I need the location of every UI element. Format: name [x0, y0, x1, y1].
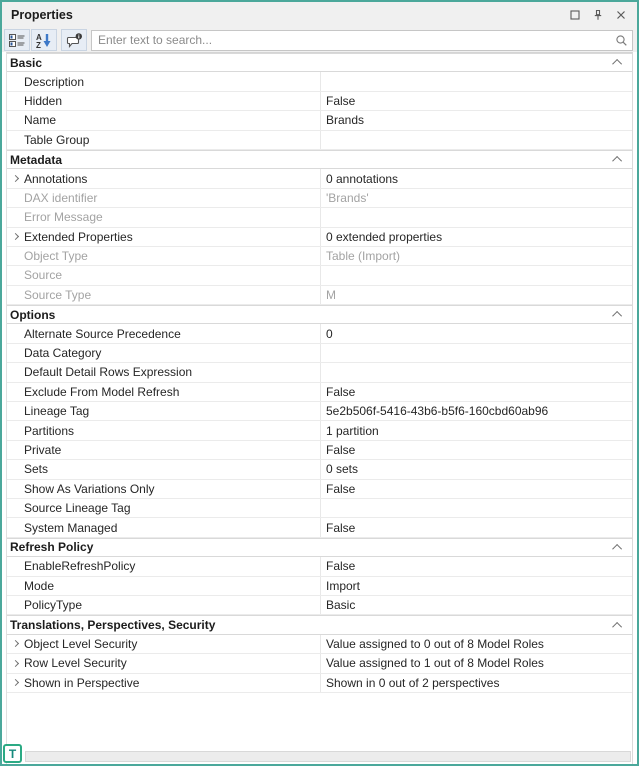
property-value[interactable]: Table (Import) — [326, 249, 401, 264]
expand-chevron-icon[interactable] — [12, 679, 19, 686]
property-label-cell — [7, 363, 321, 381]
property-row[interactable] — [7, 228, 632, 247]
property-value[interactable]: M — [326, 287, 336, 302]
section-header-row[interactable] — [7, 615, 632, 634]
property-label-cell — [7, 324, 321, 342]
property-label: Object Type — [24, 249, 88, 264]
property-label-cell — [7, 92, 321, 110]
property-label: Alternate Source Precedence — [24, 326, 181, 341]
property-value[interactable] — [321, 363, 632, 381]
panel-titlebar — [2, 2, 637, 28]
section-header-row[interactable] — [7, 150, 632, 169]
property-value[interactable] — [321, 72, 632, 90]
property-value[interactable] — [321, 344, 632, 362]
property-value[interactable] — [321, 208, 632, 226]
property-label: Extended Properties — [24, 229, 133, 244]
property-label-cell — [7, 228, 321, 246]
search-input[interactable] — [92, 31, 632, 50]
section-label: Refresh Policy — [10, 540, 94, 555]
alphabetical-sort-button[interactable] — [31, 29, 57, 51]
property-row[interactable] — [7, 247, 632, 266]
property-label-cell — [7, 383, 321, 401]
property-label-cell — [7, 441, 321, 459]
property-row[interactable] — [7, 208, 632, 227]
property-value[interactable] — [321, 131, 632, 149]
property-row[interactable] — [7, 518, 632, 537]
property-label: Show As Variations Only — [24, 481, 155, 496]
tabular-editor-logo-icon: T — [3, 744, 22, 763]
property-value[interactable]: Value assigned to 0 out of 8 Model Roles — [326, 636, 544, 651]
property-label: Default Detail Rows Expression — [24, 365, 193, 380]
property-label: Error Message — [24, 210, 103, 225]
collapse-chevron-icon[interactable] — [612, 59, 622, 69]
section-label: Options — [10, 307, 56, 322]
property-row[interactable] — [7, 72, 632, 91]
property-value[interactable]: False — [326, 520, 356, 535]
property-label: Sets — [24, 462, 49, 477]
property-row[interactable] — [7, 557, 632, 576]
property-label-cell — [7, 654, 321, 672]
property-label: Partitions — [24, 423, 75, 438]
property-row[interactable] — [7, 480, 632, 499]
property-label: Source — [24, 268, 63, 283]
property-label-cell — [7, 189, 321, 207]
svg-text:Z: Z — [36, 40, 41, 48]
property-label-cell — [7, 286, 321, 304]
property-value[interactable] — [321, 499, 632, 517]
property-label-cell — [7, 169, 321, 187]
expand-chevron-icon[interactable] — [12, 660, 19, 667]
property-row[interactable] — [7, 344, 632, 363]
property-value[interactable]: 0 — [326, 326, 333, 341]
property-value[interactable]: 'Brands' — [326, 190, 369, 205]
property-label: Table Group — [24, 132, 90, 147]
property-row[interactable] — [7, 363, 632, 382]
window-controls — [567, 7, 637, 23]
expand-chevron-icon[interactable] — [12, 233, 19, 240]
property-row[interactable] — [7, 189, 632, 208]
categorized-icon — [9, 33, 25, 48]
property-label-cell — [7, 460, 321, 478]
property-row[interactable] — [7, 654, 632, 673]
property-label: Lineage Tag — [24, 404, 90, 419]
property-value[interactable]: 1 partition — [326, 423, 379, 438]
section-header-row[interactable] — [7, 53, 632, 72]
property-row[interactable] — [7, 131, 632, 150]
property-label: Source Lineage Tag — [24, 501, 131, 516]
property-label-cell — [7, 577, 321, 595]
property-value[interactable]: 5e2b506f-5416-43b6-b5f6-160cbd60ab96 — [326, 404, 549, 419]
property-label: Annotations — [24, 171, 88, 186]
property-value[interactable]: False — [326, 93, 356, 108]
horizontal-scrollbar[interactable] — [25, 751, 631, 762]
section-label: Translations, Perspectives, Security — [10, 618, 216, 633]
close-icon[interactable] — [613, 7, 629, 23]
property-label: System Managed — [24, 520, 118, 535]
pin-icon[interactable] — [590, 7, 606, 23]
property-label: Source Type — [24, 287, 92, 302]
property-value[interactable]: False — [326, 384, 356, 399]
property-label-cell — [7, 596, 321, 614]
property-row[interactable] — [7, 383, 632, 402]
property-row[interactable] — [7, 577, 632, 596]
property-label-cell — [7, 480, 321, 498]
search-box — [91, 30, 633, 51]
property-label-cell — [7, 674, 321, 692]
panel-title: Properties — [11, 8, 73, 22]
property-value[interactable]: Import — [326, 578, 361, 593]
property-value[interactable]: 0 extended properties — [326, 229, 443, 244]
property-row[interactable] — [7, 402, 632, 421]
property-label: Mode — [24, 578, 55, 593]
property-label: EnableRefreshPolicy — [24, 559, 136, 574]
property-label-cell — [7, 344, 321, 362]
property-row[interactable] — [7, 286, 632, 305]
maximize-icon[interactable] — [567, 7, 583, 23]
property-row[interactable] — [7, 674, 632, 693]
alphabetical-sort-icon — [36, 33, 52, 48]
property-label: Description — [24, 74, 85, 89]
property-value[interactable] — [321, 266, 632, 284]
property-label-cell — [7, 208, 321, 226]
property-label-cell — [7, 557, 321, 575]
property-value[interactable]: 0 annotations — [326, 171, 399, 186]
property-label: Private — [24, 443, 62, 457]
property-row[interactable] — [7, 169, 632, 188]
property-label: Object Level Security — [24, 636, 138, 651]
property-grid-rows — [7, 53, 632, 693]
section-header-row[interactable] — [7, 305, 632, 324]
property-value[interactable]: False — [326, 559, 356, 574]
svg-text:A: A — [36, 32, 42, 42]
property-value[interactable]: Shown in 0 out of 2 perspectives — [326, 675, 500, 690]
property-label-cell — [7, 131, 321, 149]
property-value[interactable]: 0 sets — [326, 462, 359, 477]
property-row[interactable] — [7, 324, 632, 343]
property-label-cell — [7, 518, 321, 536]
property-value[interactable]: Value assigned to 1 out of 8 Model Roles — [326, 656, 544, 671]
property-label-cell — [7, 111, 321, 129]
property-label-cell — [7, 499, 321, 517]
property-label-cell — [7, 72, 321, 90]
property-value[interactable]: False — [326, 481, 356, 496]
property-row[interactable] — [7, 499, 632, 518]
section-header-row[interactable] — [7, 538, 632, 557]
property-row[interactable] — [7, 441, 632, 460]
property-row[interactable] — [7, 635, 632, 654]
property-row[interactable] — [7, 266, 632, 285]
collapse-chevron-icon[interactable] — [612, 156, 622, 166]
expand-chevron-icon[interactable] — [12, 175, 19, 182]
property-row[interactable] — [7, 421, 632, 440]
property-label: Shown in Perspective — [24, 675, 140, 690]
property-label-cell — [7, 421, 321, 439]
properties-toolbar — [2, 28, 637, 52]
property-row[interactable] — [7, 596, 632, 615]
property-value[interactable]: Basic — [326, 598, 356, 613]
property-label: DAX identifier — [24, 190, 98, 205]
magnifier-icon — [615, 34, 628, 47]
property-label: Exclude From Model Refresh — [24, 384, 180, 399]
property-row[interactable] — [7, 92, 632, 111]
property-label: Data Category — [24, 346, 102, 361]
property-label: Row Level Security — [24, 656, 127, 671]
property-description-icon — [66, 33, 83, 48]
collapse-chevron-icon[interactable] — [612, 311, 622, 321]
property-label-cell — [7, 266, 321, 284]
property-value[interactable]: Brands — [326, 113, 365, 128]
collapse-chevron-icon[interactable] — [612, 621, 622, 631]
property-label-cell — [7, 635, 321, 653]
property-label: Hidden — [24, 93, 63, 108]
property-label-cell — [7, 402, 321, 420]
property-grid — [6, 52, 633, 764]
property-description-button[interactable] — [61, 29, 87, 51]
section-label: Metadata — [10, 152, 63, 167]
property-row[interactable] — [7, 111, 632, 130]
section-label: Basic — [10, 55, 43, 70]
property-label: PolicyType — [24, 598, 83, 613]
expand-chevron-icon[interactable] — [12, 640, 19, 647]
property-label-cell — [7, 247, 321, 265]
categorized-view-button[interactable] — [4, 29, 30, 51]
property-value[interactable]: False — [326, 443, 356, 457]
collapse-chevron-icon[interactable] — [612, 544, 622, 554]
property-label: Name — [24, 113, 57, 128]
property-row[interactable] — [7, 460, 632, 479]
